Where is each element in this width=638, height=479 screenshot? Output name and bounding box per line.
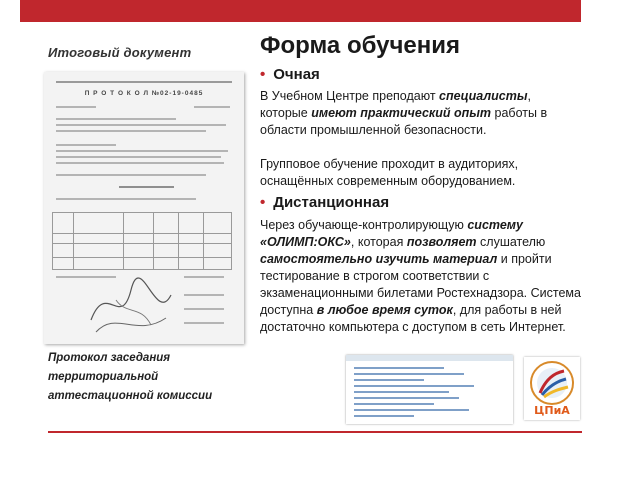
bottom-accent-line [48,431,582,433]
text-run: работы в области промышленной безопасности. [260,106,548,137]
doc-line [56,118,176,120]
ochnaya-paragraph-2: Групповое обучение проходит в аудиториях, оснащённых современным оборудованием. [260,157,519,188]
text-run: , для работы в ней достаточно компьютера с доступом в сеть Интернет. [260,303,566,334]
left-title: Итоговый документ [48,45,192,60]
doc-line [56,174,206,176]
doc-line [194,106,230,108]
text-run: , которые [260,89,532,120]
doc-line [56,144,116,146]
emphasis-text: систему «ОЛИМП:ОКС» [260,218,523,249]
text-run: В Учебном Центре преподают [260,89,440,103]
emphasis-text: имеют практический опыт [311,106,492,120]
protocol-document-image [44,72,244,344]
doc-line [56,150,228,152]
page-title: Форма обучения [260,32,460,59]
logo-emblem-icon [524,359,580,407]
bullet-icon: • [260,66,266,83]
doc-line [56,162,224,164]
signature-scribble [86,270,176,340]
doc-line [184,308,224,310]
text-run: и пройти тестирование в строгом соответствии с экзаменационными билетами Ростехнадзора. Система доступна [260,252,581,317]
emphasis-text: в любое время суток [316,303,453,317]
doc-heading: П Р О Т О К О Л №02-19-0485 [84,90,204,97]
top-accent-bar [20,0,581,22]
section-heading-ochnaya [260,66,320,83]
doc-line [56,198,196,200]
section-heading-text: Дистанционная [273,194,390,211]
document-caption [48,349,258,406]
cpia-logo [524,357,580,420]
section-heading-distance [260,194,389,211]
doc-line [184,322,224,324]
doc-line [56,124,226,126]
doc-line [184,276,224,278]
doc-line [184,294,224,296]
ochnaya-paragraph-1 [260,88,582,139]
text-run: , которая [350,235,407,249]
distance-paragraph [260,217,582,336]
emphasis-text: самостоятельно изучить материал [260,252,498,266]
caption-line: территориальной [48,371,159,383]
olimp-system-screenshot [346,355,513,424]
text-run: слушателю [476,235,546,249]
emphasis-text: позволяет [406,235,477,249]
text-run: Через обучающе-контролирующую [260,218,468,232]
doc-line [56,106,96,108]
doc-table [52,212,232,270]
doc-line [119,186,174,188]
doc-line [56,156,221,158]
emphasis-text: специалисты [439,89,528,103]
caption-line: Протокол заседания [48,352,171,364]
bullet-icon: • [260,194,266,211]
caption-line: аттестационной комиссии [48,390,213,402]
doc-line [56,130,206,132]
doc-header-line [56,81,232,83]
logo-text: ЦПиА [534,404,570,417]
section-heading-text: Очная [273,66,320,83]
